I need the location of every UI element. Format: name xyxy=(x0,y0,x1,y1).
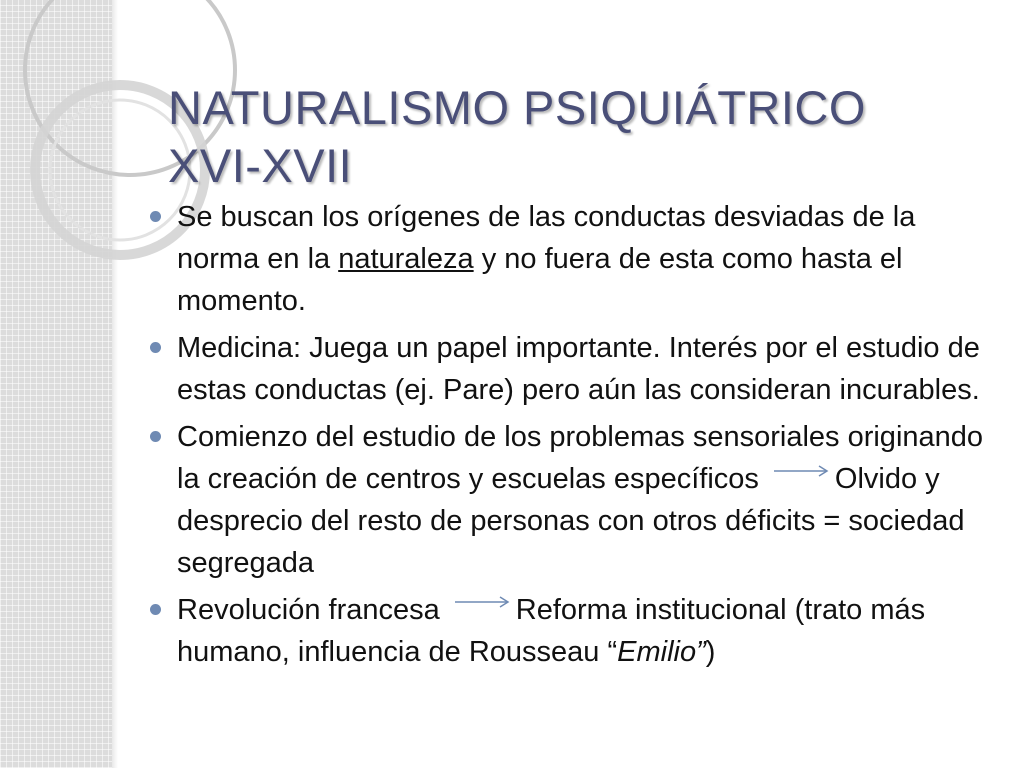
right-arrow-icon xyxy=(773,464,829,478)
bullet-1-text-part1: Se buscan los orígenes de las conductas desviadas de la norma en la xyxy=(177,201,916,275)
bullet-1-text-part2: y no fuera de esta como hasta el momento. xyxy=(177,243,903,317)
bullet-3-text-part1: Comienzo del estudio de los problemas sensoriales originando la creación de centros y escuelas específicos xyxy=(177,421,984,495)
right-arrow-icon xyxy=(454,595,510,609)
bullet-dot-icon xyxy=(150,431,161,442)
bullet-4-text-part1: Revolución francesa xyxy=(177,594,440,626)
bullet-item xyxy=(150,196,990,322)
title-line-2: XVI-XVII xyxy=(168,139,353,193)
slide-title xyxy=(168,79,988,195)
bullet-item xyxy=(150,327,990,411)
bullet-list xyxy=(150,196,990,678)
bullet-item xyxy=(150,416,990,584)
bullet-4-text-part2: Reforma institucional (trato más humano, influencia de Rousseau “ xyxy=(177,594,926,668)
bullet-dot-icon xyxy=(150,342,161,353)
bullet-4-text-part3: ) xyxy=(705,636,716,668)
bullet-item xyxy=(150,589,990,673)
bullet-1-underlined-word: naturaleza xyxy=(338,243,474,275)
bullet-dot-icon xyxy=(150,604,161,615)
bullet-4-italic-title: Emilio” xyxy=(617,636,706,668)
title-line-1: NATURALISMO PSIQUIÁTRICO xyxy=(168,81,866,135)
bullet-3-text-part2: Olvido y desprecio del resto de personas con otros déficits = sociedad segregada xyxy=(177,463,965,579)
bullet-dot-icon xyxy=(150,211,161,222)
bullet-2-text: Medicina: Juega un papel importante. Interés por el estudio de estas conductas (ej. Pare) pero aún las consideran incurables. xyxy=(177,332,980,406)
